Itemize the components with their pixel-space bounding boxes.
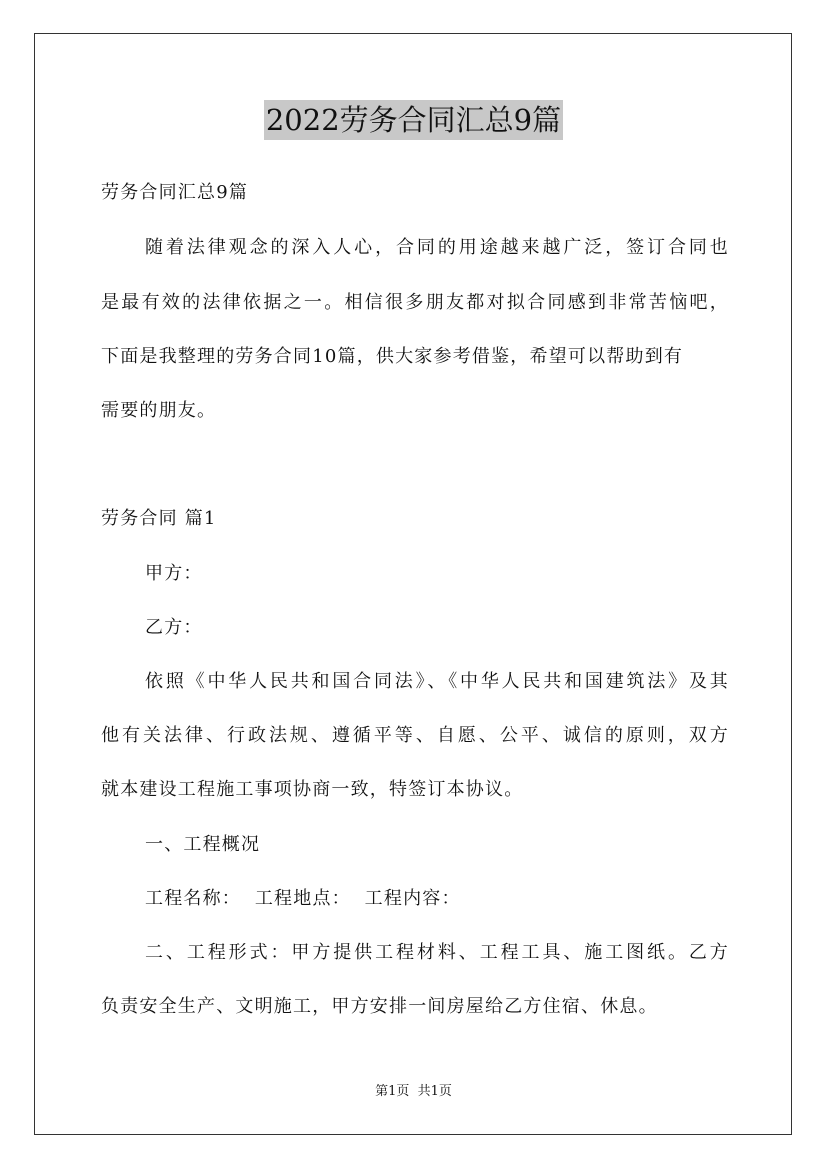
project-fields-line: 工程名称： 工程地点： 工程内容： xyxy=(145,888,461,909)
party-a-label: 甲方： xyxy=(145,563,203,584)
paragraph-line: 就本建设工程施工事项协商一致，特签订本协议。 xyxy=(101,779,524,800)
document-title: 2022劳务合同汇总9篇 xyxy=(264,100,563,140)
paragraph-line: 二、工程形式：甲方提供工程材料、工程工具、施工图纸。乙方 xyxy=(145,942,729,963)
title-container xyxy=(0,100,827,140)
paragraph-line: 是最有效的法律依据之一。相信很多朋友都对拟合同感到非常苦恼吧， xyxy=(101,292,729,313)
paragraph-line: 依照《中华人民共和国合同法》、《中华人民共和国建筑法》及其 xyxy=(145,671,729,692)
page-footer: 第1页 共1页 xyxy=(375,1084,452,1099)
paragraph-line: 随着法律观念的深入人心，合同的用途越来越广泛，签订合同也 xyxy=(145,237,729,258)
subtitle-line: 劳务合同汇总9篇 xyxy=(101,182,249,203)
clause-heading: 一、工程概况 xyxy=(145,834,261,855)
party-b-label: 乙方： xyxy=(145,617,203,638)
paragraph-line: 需要的朋友。 xyxy=(101,400,217,421)
paragraph-line: 负责安全生产、文明施工，甲方安排一间房屋给乙方住宿、休息。 xyxy=(101,996,658,1017)
paragraph-line: 他有关法律、行政法规、遵循平等、自愿、公平、诚信的原则，双方 xyxy=(101,725,729,746)
section-heading: 劳务合同 篇1 xyxy=(101,508,217,529)
paragraph-line: 下面是我整理的劳务合同10篇，供大家参考借鉴，希望可以帮助到有 xyxy=(101,346,684,367)
